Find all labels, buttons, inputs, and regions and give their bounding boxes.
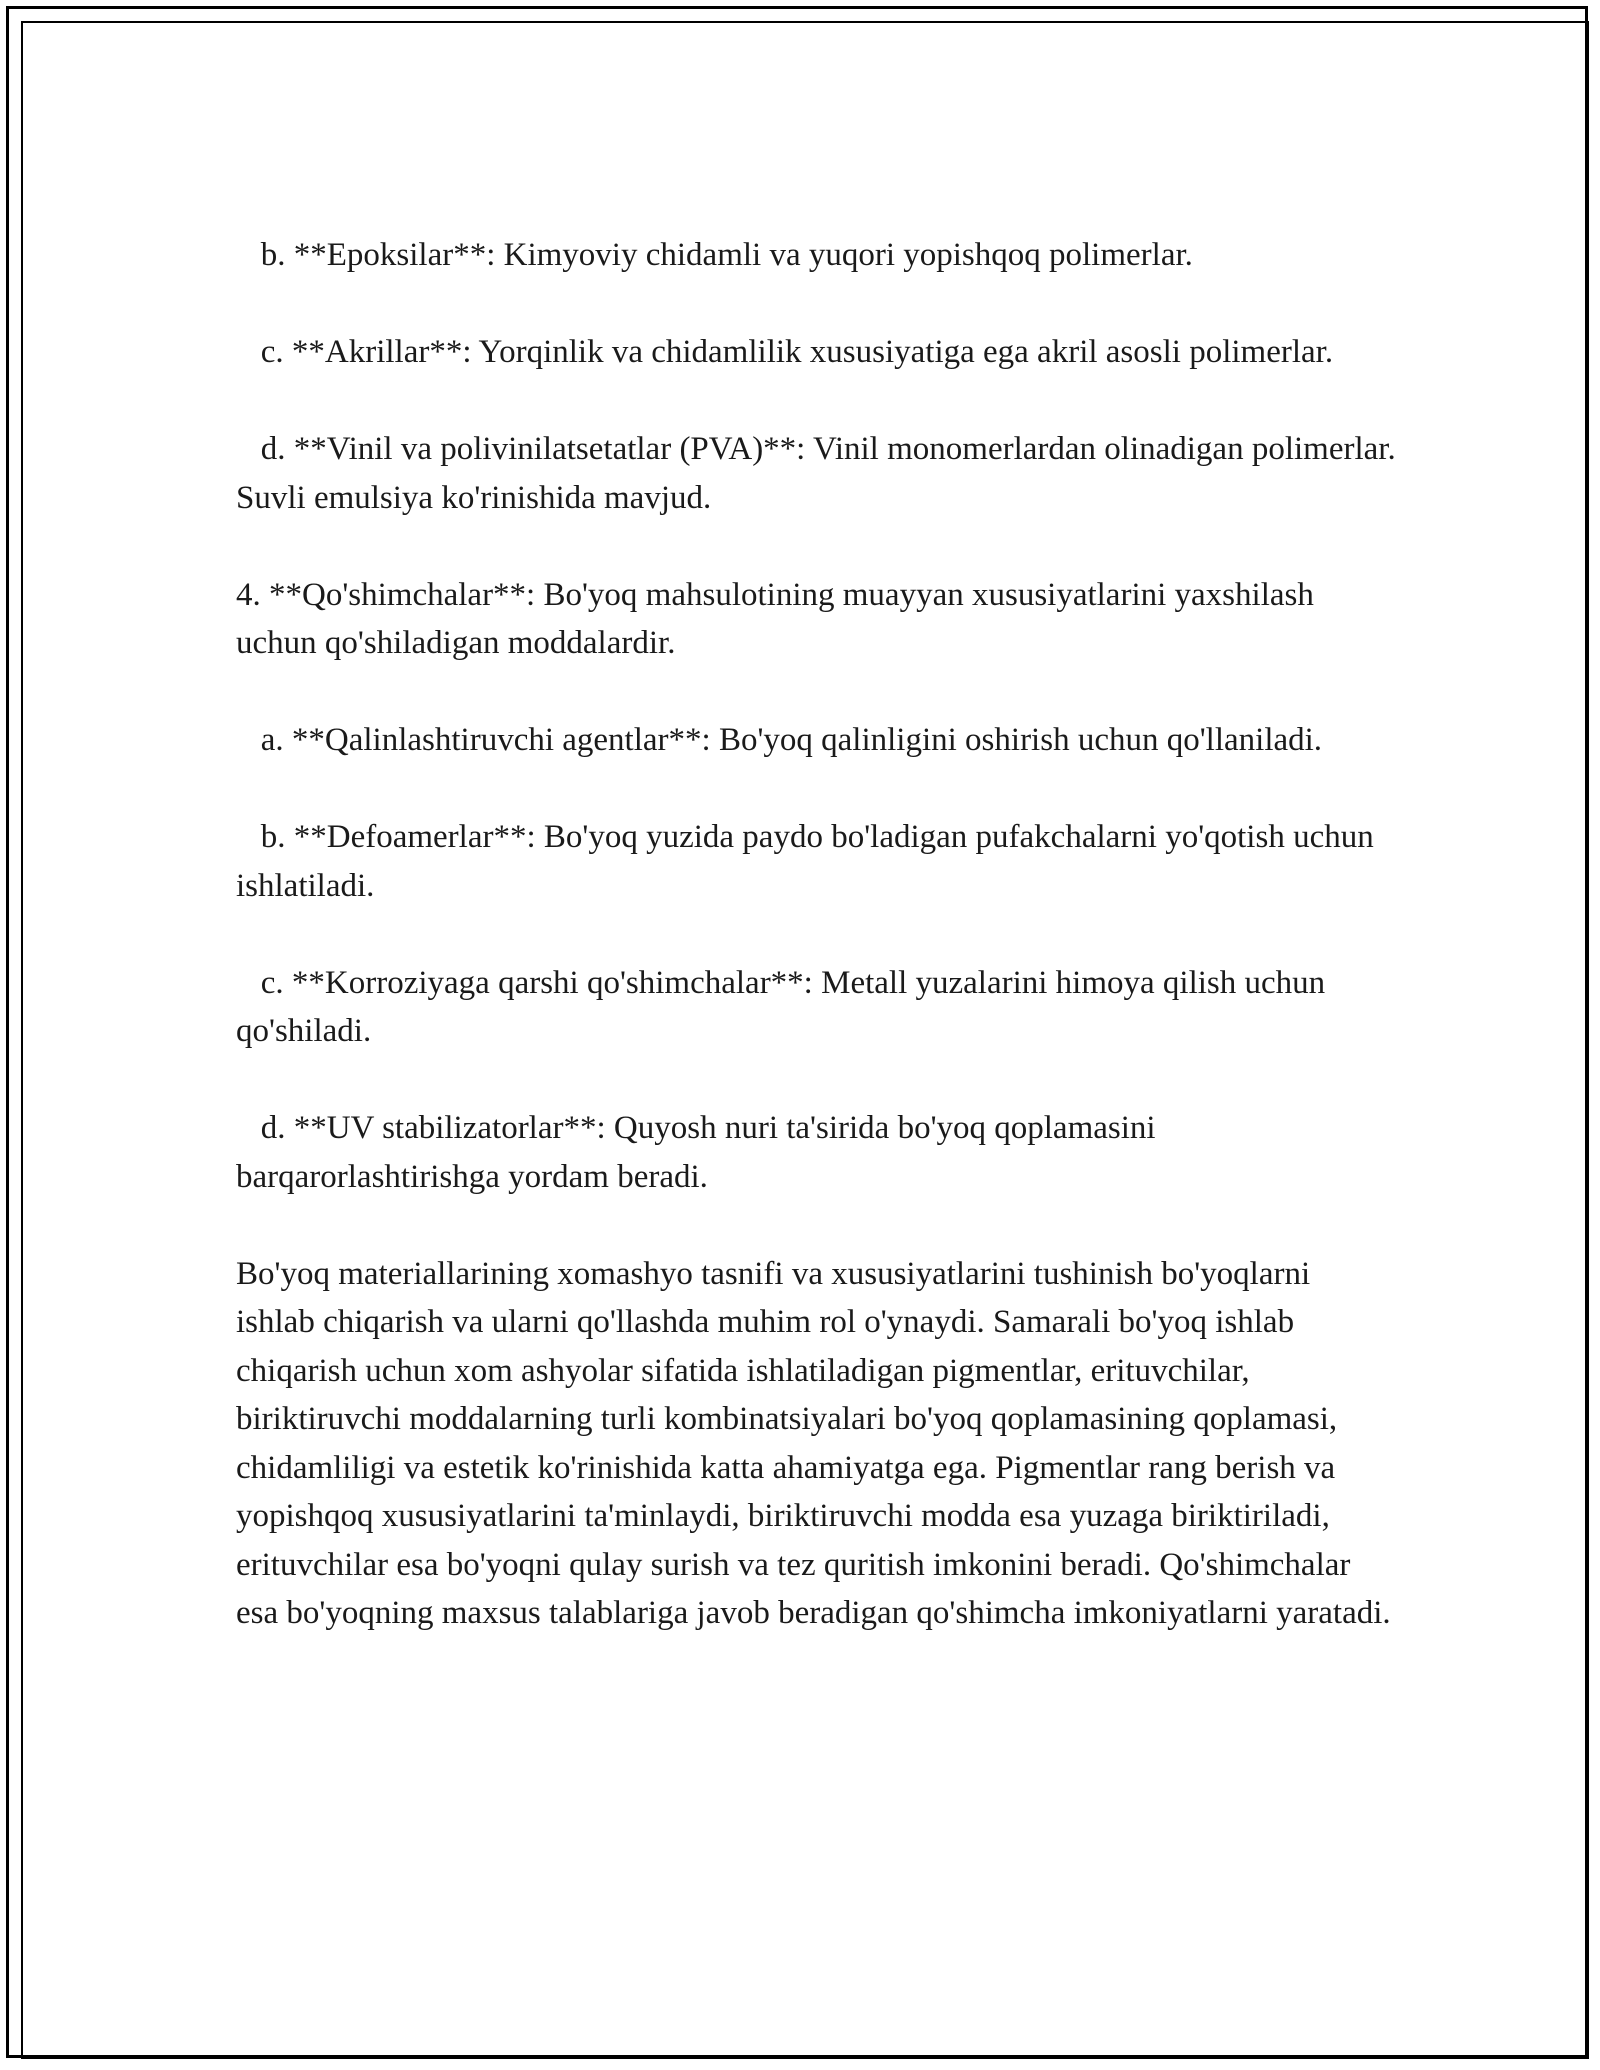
list-item-vinil-pva: d. **Vinil va polivinilatsetatlar (PVA)**: Vinil monomerlardan olinadigan polimerlar. Suvli emulsiya ko'rinishida mavjud. bbox=[236, 431, 1404, 516]
list-item-epoksilar: b. **Epoksilar**: Kimyoviy chidamli va yuqori yopishqoq polimerlar. bbox=[236, 237, 1193, 273]
list-item-korroziya: c. **Korroziyaga qarshi qo'shimchalar**: Metall yuzalarini himoya qilish uchun qo'shiladi. bbox=[236, 964, 1334, 1049]
list-item-uv-stabilizatorlar: d. **UV stabilizatorlar**: Quyosh nuri ta'sirida bo'yoq qoplamasini barqarorlashtirishga yordam beradi. bbox=[236, 1110, 1164, 1195]
document-body bbox=[236, 231, 1404, 1638]
section-qoshimchalar: 4. **Qo'shimchalar**: Bo'yoq mahsulotining muayyan xususiyatlarini yaxshilash uchun qo'shiladigan moddalardir. bbox=[236, 576, 1323, 661]
list-item-defoamerlar: b. **Defoamerlar**: Bo'yoq yuzida paydo bo'ladigan pufakchalarni yo'qotish uchun ishlatiladi. bbox=[236, 819, 1382, 904]
list-item-akrillar: c. **Akrillar**: Yorqinlik va chidamlilik xususiyatiga ega akril asosli polimerlar. bbox=[236, 334, 1334, 370]
list-item-qalinlashtiruvchi: a. **Qalinlashtiruvchi agentlar**: Bo'yoq qalinligini oshirish uchun qo'llaniladi. bbox=[236, 722, 1323, 758]
conclusion-paragraph: Bo'yoq materiallarining xomashyo tasnifi va xususiyatlarini tushinish bo'yoqlarni ishlab chiqarish va ularni qo'llashda muhim rol o'ynaydi. Samarali bo'yoq ishlab chiqarish uchun xom ashyolar sifatida ishlatiladigan pigmentlar, erituvchilar, biriktiruvchi moddalarning turli kombinatsiyalari bo'yoq qoplamasining qoplamasi, chidamliligi va estetik ko'rinishida katta ahamiyatga ega. Pigmentlar rang berish va yopishqoq xususiyatlarini ta'minlaydi, biriktiruvchi modda esa yuzaga biriktiriladi, erituvchilar esa bo'yoqni qulay surish va tez quritish imkonini beradi. Qo'shimchalar esa bo'yoqning maxsus talablariga javob beradigan qo'shimcha imkoniyatlarni yaratadi. bbox=[236, 1255, 1391, 1631]
